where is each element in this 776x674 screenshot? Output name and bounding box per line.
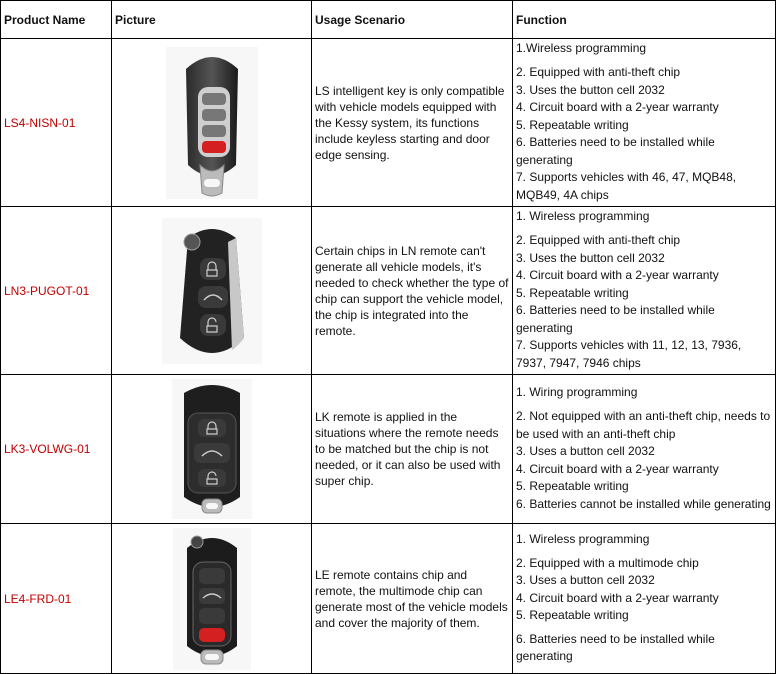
function-item: 5. Repeatable writing: [516, 285, 629, 300]
table-row: [1, 39, 776, 207]
header-row: [1, 1, 776, 39]
smart-key-fob-icon: [166, 47, 258, 199]
product-name: LN3-PUGOT-01: [1, 207, 112, 375]
function-list: [513, 39, 776, 207]
product-name: LE4-FRD-01: [1, 524, 112, 674]
function-item: 4. Circuit board with a 2-year warranty: [516, 268, 719, 283]
usage-scenario: LK remote is applied in the situations where the remote needs to be matched but the chip is not needed, or it can also be used with super chip.: [312, 375, 513, 524]
table-row: [1, 375, 776, 524]
function-item: 2. Equipped with anti-theft chip: [516, 64, 681, 79]
flip-key-fob-icon: [162, 218, 262, 364]
header-product-name: Product Name: [1, 1, 112, 39]
table-row: [1, 207, 776, 375]
product-name: LK3-VOLWG-01: [1, 375, 112, 524]
function-item: 5. Repeatable writing: [516, 117, 629, 132]
function-item: 1. Wiring programming: [516, 385, 638, 400]
flip-key-fob-icon: [173, 528, 251, 670]
function-list: [513, 524, 776, 674]
function-list: [513, 207, 776, 375]
product-name: LS4-NISN-01: [1, 39, 112, 207]
function-item: 3. Uses the button cell 2032: [516, 250, 665, 265]
product-picture: [112, 39, 312, 207]
usage-scenario: Certain chips in LN remote can't generate all vehicle models, it's needed to check whether the type of chip can support the vehicle model, the chip is integrated into the remote.: [312, 207, 513, 375]
function-item: 6. Batteries need to be installed while generating: [516, 631, 715, 664]
function-item: 4. Circuit board with a 2-year warranty: [516, 461, 719, 476]
function-item: 6. Batteries need to be installed while generating: [516, 303, 715, 335]
function-item: 5. Repeatable writing: [516, 608, 629, 623]
function-item: 6. Batteries cannot be installed while generating: [516, 496, 771, 511]
function-item: 2. Not equipped with an anti-theft chip, needs to be used with an anti-theft chip: [516, 409, 771, 441]
function-list: [513, 375, 776, 524]
usage-scenario: LE remote contains chip and remote, the multimode chip can generate most of the vehicle models and cover the majority of them.: [312, 524, 513, 674]
product-picture: [112, 524, 312, 674]
function-item: 5. Repeatable writing: [516, 479, 629, 494]
table-row: [1, 524, 776, 674]
function-item: 6. Batteries need to be installed while generating: [516, 135, 715, 167]
flip-key-fob-icon: [172, 379, 252, 519]
function-item: 3. Uses a button cell 2032: [516, 573, 655, 588]
product-picture: [112, 375, 312, 524]
function-item: 7. Supports vehicles with 11, 12, 13, 7936, 7937, 7947, 7946 chips: [516, 338, 742, 371]
function-item: 1. Wireless programming: [516, 531, 650, 546]
function-item: 3. Uses the button cell 2032: [516, 82, 665, 97]
function-item: 2. Equipped with anti-theft chip: [516, 232, 681, 247]
function-item: 7. Supports vehicles with 46, 47, MQB48, MQB49, 4A chips: [516, 170, 737, 203]
function-item: 1.Wireless programming: [516, 41, 647, 56]
product-picture: [112, 207, 312, 375]
function-item: 3. Uses a button cell 2032: [516, 444, 655, 459]
header-usage: Usage Scenario: [312, 1, 513, 39]
function-item: 2. Equipped with a multimode chip: [516, 555, 699, 570]
header-function: Function: [513, 1, 776, 39]
header-picture: Picture: [112, 1, 312, 39]
function-item: 1. Wireless programming: [516, 209, 650, 224]
function-item: 4. Circuit board with a 2-year warranty: [516, 590, 719, 605]
function-item: 4. Circuit board with a 2-year warranty: [516, 100, 719, 115]
usage-scenario: LS intelligent key is only compatible with vehicle models equipped with the Kessy system, its functions include keyless starting and door edge sensing.: [312, 39, 513, 207]
